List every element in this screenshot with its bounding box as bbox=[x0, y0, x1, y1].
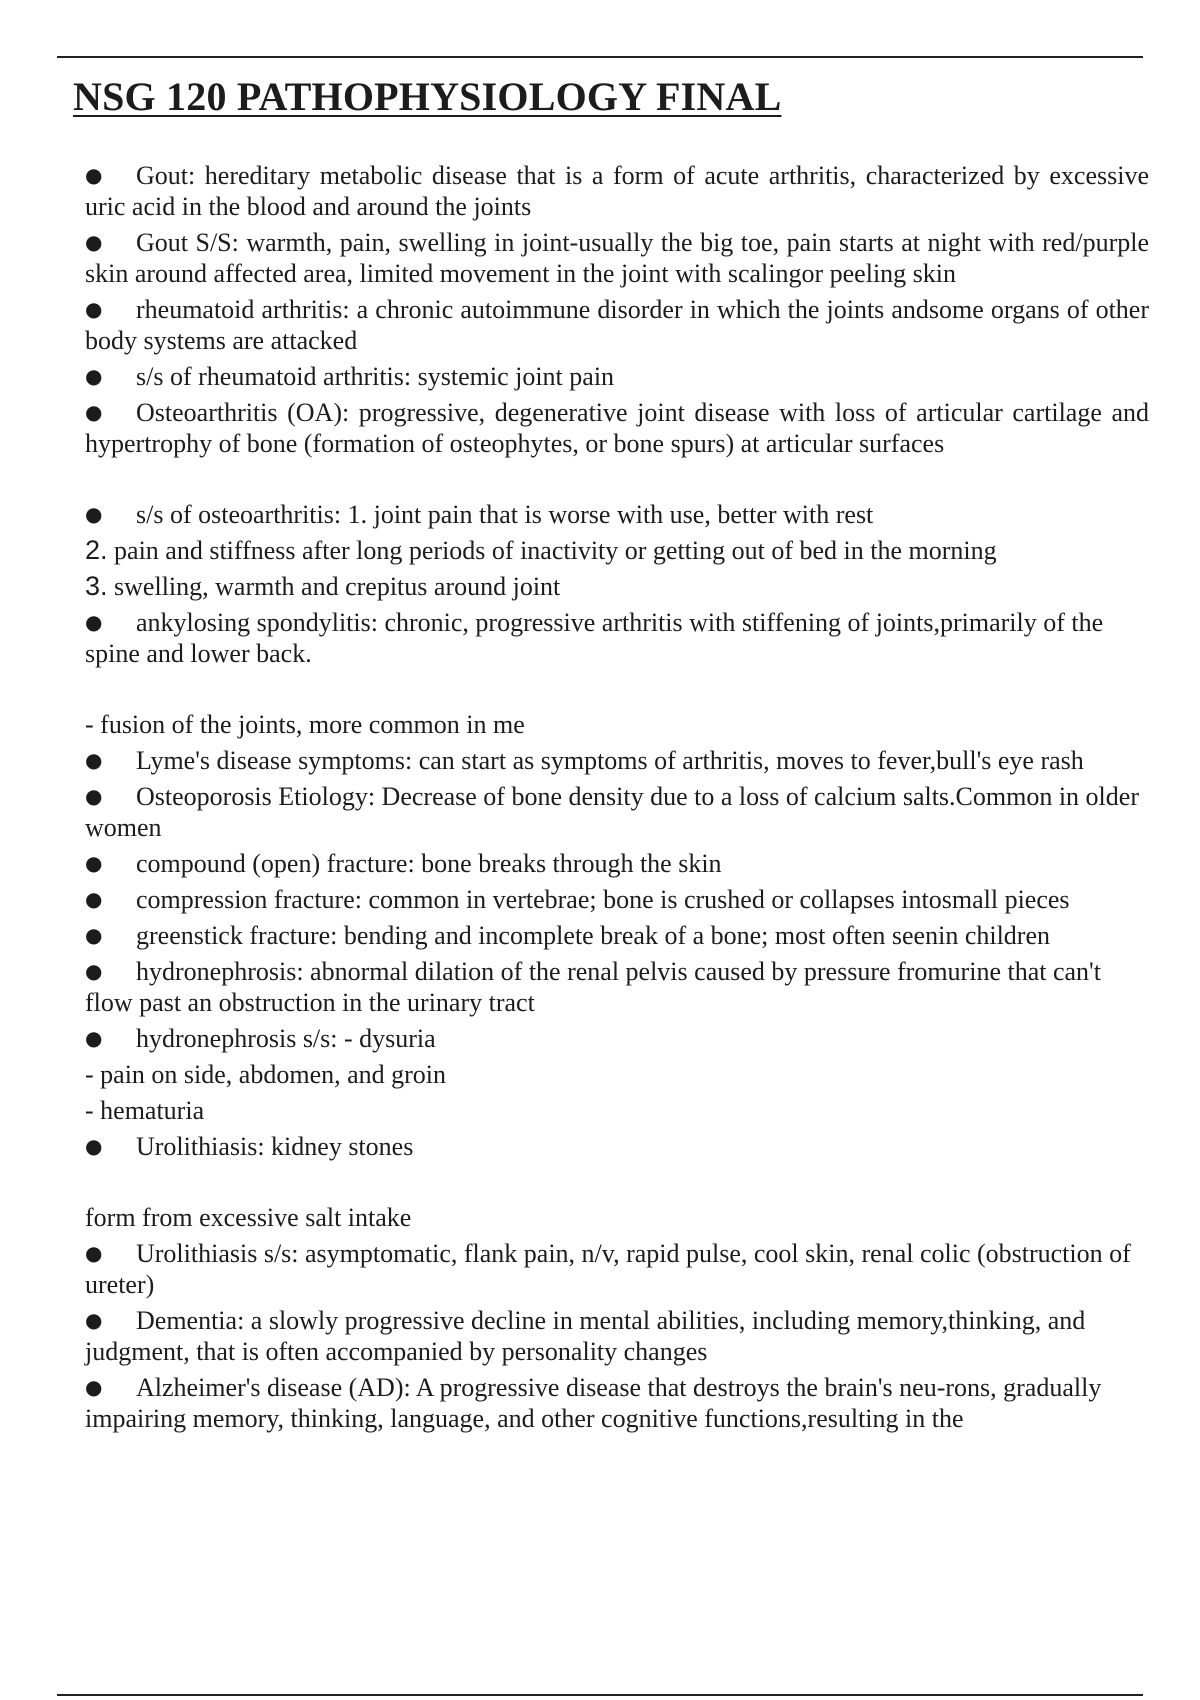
list-item: ● Osteoarthritis (OA): progressive, degenerative joint disease with loss of articular cartilage and hypertrophy of bone (formation of osteophytes, or bone spurs) at articular surfaces bbox=[85, 398, 1149, 458]
list-item: ● Urolithiasis s/s: asymptomatic, flank pain, n/v, rapid pulse, cool skin, renal colic (obstruction of ureter) bbox=[85, 1239, 1131, 1299]
list-item: ● Alzheimer's disease (AD): A progressive disease that destroys the brain's neu-rons, gradually impairing memory, thinking, language, and other cognitive functions,resulting in the bbox=[85, 1373, 1102, 1433]
numbered-line: 3. swelling, warmth and crepitus around joint bbox=[85, 571, 561, 601]
bullet-icon: ● bbox=[85, 163, 103, 187]
list-item: ● greenstick fracture: bending and incomplete break of a bone; most often seenin children bbox=[85, 921, 1050, 950]
bullet-icon: ● bbox=[85, 610, 103, 634]
bullet-icon: ● bbox=[85, 887, 103, 911]
list-item: ● hydronephrosis: abnormal dilation of the renal pelvis caused by pressure fromurine that can't flow past an obstruction in the urinary tract bbox=[85, 957, 1101, 1017]
list-item: ● Osteoporosis Etiology: Decrease of bone density due to a loss of calcium salts.Common in older women bbox=[85, 782, 1139, 842]
bullet-icon: ● bbox=[85, 784, 103, 808]
bullet-icon: ● bbox=[85, 1308, 103, 1332]
list-item: ● s/s of osteoarthritis: 1. joint pain that is worse with use, better with rest bbox=[85, 500, 874, 529]
list-item: ● compression fracture: common in vertebrae; bone is crushed or collapses intosmall pieces bbox=[85, 885, 1070, 914]
bullet-icon: ● bbox=[85, 748, 103, 772]
bullet-icon: ● bbox=[85, 502, 103, 526]
bullet-icon: ● bbox=[85, 400, 103, 424]
note-line: - hematuria bbox=[85, 1096, 205, 1125]
note-line: - pain on side, abdomen, and groin bbox=[85, 1060, 447, 1089]
bullet-icon: ● bbox=[85, 364, 103, 388]
bullet-icon: ● bbox=[85, 923, 103, 947]
bullet-icon: ● bbox=[85, 1026, 103, 1050]
notes-body bbox=[85, 160, 1149, 1439]
bullet-icon: ● bbox=[85, 1375, 103, 1399]
note-line: - fusion of the joints, more common in me bbox=[85, 710, 525, 739]
numbered-line: 2. pain and stiffness after long periods of inactivity or getting out of bed in the morning bbox=[85, 535, 997, 565]
top-rule bbox=[57, 56, 1143, 58]
list-item: ● Dementia: a slowly progressive decline in mental abilities, including memory,thinking, and judgment, that is often accompanied by personality changes bbox=[85, 1306, 1086, 1366]
list-item: ● Lyme's disease symptoms: can start as symptoms of arthritis, moves to fever,bull's eye rash bbox=[85, 746, 1084, 775]
bullet-icon: ● bbox=[85, 297, 103, 321]
bottom-rule bbox=[57, 1694, 1143, 1696]
list-item: ● hydronephrosis s/s: - dysuria bbox=[85, 1024, 436, 1053]
page-title: NSG 120 PATHOPHYSIOLOGY FINAL bbox=[73, 74, 782, 119]
list-item: ● ankylosing spondylitis: chronic, progressive arthritis with stiffening of joints,primarily of the spine and lower back. bbox=[85, 608, 1104, 668]
bullet-icon: ● bbox=[85, 851, 103, 875]
list-item: ● Urolithiasis: kidney stones bbox=[85, 1132, 414, 1161]
bullet-icon: ● bbox=[85, 1241, 103, 1265]
list-item: ● rheumatoid arthritis: a chronic autoimmune disorder in which the joints andsome organs of other body systems are attacked bbox=[85, 295, 1149, 355]
list-item: ● compound (open) fracture: bone breaks through the skin bbox=[85, 849, 722, 878]
list-item: ● s/s of rheumatoid arthritis: systemic joint pain bbox=[85, 362, 615, 391]
list-item: ● Gout S/S: warmth, pain, swelling in joint-usually the big toe, pain starts at night with red/purple skin around affected area, limited movement in the joint with scalingor peeling skin bbox=[85, 228, 1149, 288]
note-line: form from excessive salt intake bbox=[85, 1203, 412, 1232]
list-item: ● Gout: hereditary metabolic disease that is a form of acute arthritis, characterized by excessive uric acid in the blood and around the joints bbox=[85, 161, 1149, 221]
bullet-icon: ● bbox=[85, 230, 103, 254]
bullet-icon: ● bbox=[85, 1134, 103, 1158]
bullet-icon: ● bbox=[85, 959, 103, 983]
